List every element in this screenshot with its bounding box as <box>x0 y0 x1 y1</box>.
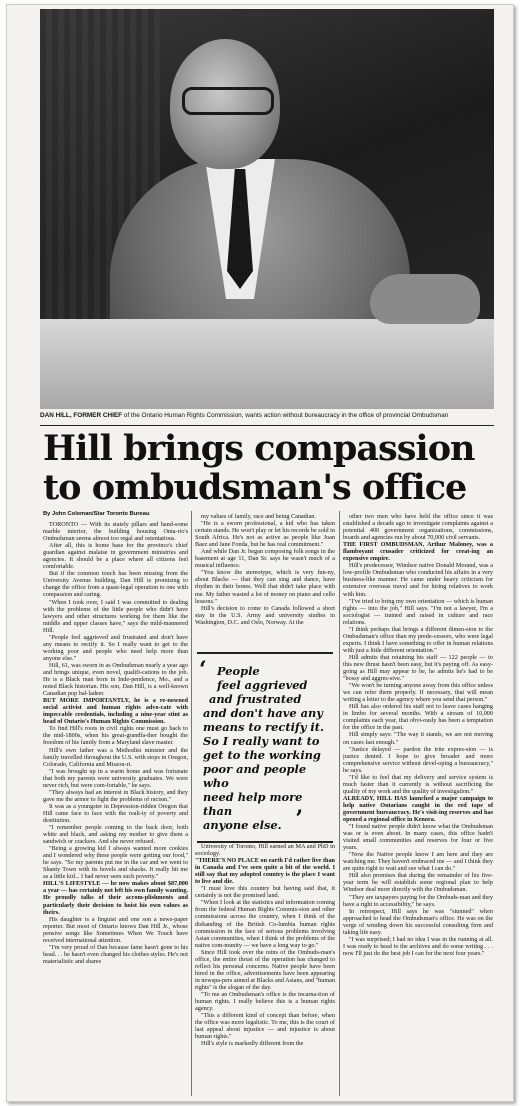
article-paragraph: Hill's style is markedly different from the <box>201 1040 304 1048</box>
photo-caption <box>40 412 494 420</box>
article-paragraph: "They always had an interest in Black history, and they gave me the armor to fight the problems of racism." <box>43 788 188 803</box>
article-paragraph: Hill's own father was a Methodist minister and the family travelled throughout the U.S. with stops in Oregon, Colorado, California and Missou-ri. <box>43 746 188 768</box>
close-quote-mark: ’ <box>295 806 303 832</box>
article-paragraph: Hill, 61, was sworn in as Ombudsman nearly a year ago and brings unique, even novel, qualifi-cations to the job. He is a Black man born in Inde-pendence, Mo., and a noted Black historian. His son, Dan Hill, is a well-known Canadian pop bal-ladeer. <box>43 661 188 698</box>
headline-line-1: Hill brings compassion <box>43 428 475 469</box>
pull-quote-line: and frustrated <box>209 692 302 706</box>
pull-quote-line: and don't have any <box>203 706 323 720</box>
caption-text: of the Ontario Human Rights Commission, wants action without bureaucracy in the office of provincial Ombudsman <box>122 412 449 419</box>
article-paragraph: "You know the stereotype, which is very fun-ny, about Blacks — that they can sing and dance, have rhythm in their bones. Well that didn't take place with me. My father wasted a lot of money on piano and cello lessons." <box>195 569 335 605</box>
pull-quote-line: So I really want to <box>203 734 320 748</box>
article-paragraph: TORONTO — With its stately pillars and hand-some marble interior, the building housing Onta-rio's Ombudsman seems almost too regal and ostentatious. <box>43 521 188 543</box>
article-paragraph: "I think perhaps that brings a different dimen-sion to the Ombudsman's office than my prede-cessors, who were legal experts. I think I have something to offer in human relations with just a little different orientation." <box>343 625 493 654</box>
article-column-2-top <box>195 513 335 647</box>
article-paragraph: After all, this is home base for the province's chief guardian against malaise in government ministries and agencies. It should be a place where all citizens feel comfortable. <box>43 542 188 571</box>
article-paragraph: Hill also promises that during the remainder of his five-year term he will establish some regional plan to help Windsor deal more directly with the Ombudsman. <box>343 872 493 894</box>
article-paragraph: THE FIRST OMBUDSMAN, Arthur Maloney, was a flamboyant crusader criticized for creat-ing an expensive empire. <box>343 541 493 563</box>
pull-quote-text <box>203 664 331 832</box>
article-paragraph: "Being a growing kid I always wanted more cookies and I wondered why these people were getting our food," he says. "So my parents put me in the car and we went to Shanty Town with its hovels and shacks. It really hit me as a little kid... I had never seen such poverty." <box>43 845 188 881</box>
pull-quote-line: get to the working <box>203 748 321 762</box>
pull-quote-line: need help more than <box>203 790 303 818</box>
article-column-1 <box>43 521 188 1096</box>
pull-quote-line: People <box>217 664 260 678</box>
pull-quote-line: anyone else. <box>203 818 282 832</box>
article-paragraph: University of Toronto, Hill earned an MA and PhD in sociology. <box>195 843 335 858</box>
article-paragraph: "People feel aggrieved and frustrated and don't have any means to rectify it. So I really want to get to the working poor and people who need help more than anyone else." <box>43 633 188 662</box>
article-paragraph: "I must love this country but having said that, it certainly is not the promised land. <box>195 885 335 900</box>
pull-quote-line: poor and people who <box>203 762 307 790</box>
portrait-photo <box>40 9 494 409</box>
article-paragraph: "They are taxpayers paying for the Ombuds-man and they have a right to accessibility," he says. <box>343 893 493 908</box>
article-paragraph: But if the common touch has been missing from the University Avenue building, Dan Hill is promising to change the office from a quasi-legal operation to one with compassion and caring. <box>43 570 188 599</box>
open-quote-mark: ‘ <box>199 657 207 683</box>
article-paragraph: It was as a youngster in Depression-ridden Oregon that Hill came face to face with the reali-ty of poverty and destitution. <box>43 802 188 824</box>
column-divider <box>191 511 192 1096</box>
article-paragraph: "Justice delayed — pardon the trite expres-sion — is justice denied. I hope to give broader and more comprehensive service without devel-oping a bureaucracy," he says. <box>343 745 493 774</box>
newspaper-clipping <box>6 4 514 1102</box>
article-column-2-bottom <box>195 843 335 1096</box>
column-divider <box>339 511 340 1096</box>
article-paragraph: Hill's predecessor, Windsor native Donald Morand, was a low-profile Ombudsman who conducted his affairs in a very business-like manner. He came under heavy criticism for extensive overseas travel and for hiring relatives to work with him. <box>343 562 493 598</box>
article-paragraph: "I'm very proud of Dan because fame hasn't gone to his head. . . he hasn't even changed his clothes styles. He's not materialistic and shares <box>43 943 188 965</box>
pull-quote-line: feel aggrieved <box>217 678 308 692</box>
article-paragraph: Hill admits that retaining his staff — 122 people — to this new thrust hasn't been easy, but it's paying off. As easy-going as Hill may appear to be, he admits he's had to be "bossy and aggres-sive." <box>343 653 493 683</box>
article-paragraph: "I was brought up in a warm home and was fortunate that both my parents were university graduates. We were never rich, but were com-fortable," he says. <box>43 767 188 789</box>
headline <box>43 429 495 507</box>
article-paragraph: "To me an Ombudsman's office is the incarna-tion of human rights. I really believe this is a human rights agency. <box>195 990 335 1013</box>
article-paragraph: "When I look at the statistics and information coming from the federal Human Rights Commis-sion and other commissions across the country, when I think of the disbanding of the British Co-lumbia human rights commission in the face of serious problems involving Asian communities, when I think of the problems of the native com-munity — we have a long way to go." <box>195 899 335 949</box>
pull-quote-line: means to rectify it. <box>203 720 324 734</box>
article-column-3 <box>343 513 493 1096</box>
article-paragraph: "He is a sworn professional, a kid who has taken certain stands. He won't play or let his records be sold in South Africa. He's not as active as people like Joan Baez and Jane Fonda, but he has real commitment." <box>195 520 335 549</box>
article-paragraph: To find Hill's roots in civil rights one must go back to the mid-1800s, when his great-grandfa-ther bought the freedom of his family from a Maryland slave master. <box>43 725 188 747</box>
article-paragraph: "THERE'S NO PLACE on earth I'd rather live than in Canada and I've seen quite a bit of the world. I still say that my adopted country is the place I want to live and die. <box>195 857 335 886</box>
article-paragraph: In retrospect, Hill says he was "stunned" when approached to head the Ombudsman's office. He was on the verge of winding down his successful consulting firm and taking life easy. <box>343 907 493 936</box>
article-paragraph: "Now the Native people know I am here and they are watching me. They haven't embraced me — and I think they are quite right to wait and see what I can do." <box>343 851 493 873</box>
article-paragraph: Hill's decision to come to Canada followed a short stay in the U.S. Army and university studies in Washington, D.C. and Oslo, Norway. At the <box>195 604 335 626</box>
article-paragraph: "I was surprised; I had no idea I was in the running at all. I was ready to head to the archives and do some writing . . . now I'll just do the best job I can for the next four years." <box>343 935 493 957</box>
article-paragraph: His daughter is a linguist and one son a news-paper reporter. But most of Ontario knows Dan Hill Jr., whose pensive songs like Sometimes When We Touch have received international attention. <box>43 915 188 944</box>
divider <box>40 425 494 426</box>
article-paragraph: And while Dan Jr. began composing folk songs in the basement at age 11, Dan Sr. says he wasn't much of a musical influence. <box>195 548 335 570</box>
article-paragraph: "I remember people coming to the back door, both white and black, and asking my mother to give them a sandwich or crackers. And she never refused. <box>43 824 188 846</box>
article-paragraph: "When I took over, I said I was committed to dealing with the problems of the little people who didn't have lawyers and other structures working for them like the middle and upper classes have," says the mild-mannered Hill. <box>43 598 188 634</box>
article-paragraph: HILL'S LIFESTYLE — he now makes about $87,000 a year — has certainly not left his own family wanting. He proudly talks of their accom-plishments and particularly their decision to hoist his own values as theirs. <box>43 880 188 916</box>
article-paragraph: "I've tried to bring my own orientation — which is human rights — into the job," Hill says. "I'm not a lawyer, I'm a sociologist — trained and raised in culture and race relations. <box>343 597 493 626</box>
article-paragraph: other two men who have held the office since it was established a decade ago to investigate complaints against a potential 400 government organizations, commissions, boards and agencies run by about 70,000 civil servants. <box>343 513 493 542</box>
article-paragraph: "This a different kind of concept than before, when the office was more legalistic. To me, this is the court of last appeal about injustice — and injustice is about human rights." <box>195 1012 335 1041</box>
article-paragraph: ALREADY, HILL HAS launched a major campaign to help native Ontarians caught in the red tape of government bureaucracy. He's visit-ing reserves and has opened a regional office in Kenora. <box>343 794 493 824</box>
article-paragraph: "I'd like to feel that my delivery and service system is much faster than it currently is without sacrificing the quality of my work and the quality of investigation." <box>343 773 493 795</box>
article-paragraph: "We won't be turning anyone away from this office unless we can refer them properly. If necessary, that will mean writing a letter to the agency where you send that person." <box>343 682 493 704</box>
article-paragraph: Since Hill took over the reins of the Ombuds-man's office, the entire thrust of the operation has changed to reflect his personal concerns. Native people have been hired in the office, advertisements have been appearing in newspa-pers aimed at Blacks and Asians, and "human rights" is the slogan of the day. <box>195 948 335 991</box>
caption-lead: DAN HILL, FORMER CHIEF <box>40 412 123 419</box>
article-paragraph: Hill has also ordered his staff not to leave cases hanging in limbo for several months. With a stream of 10,000 complaints each year, that obvi-ously has been a temptation for the office in the past. <box>343 703 493 732</box>
article-paragraph: my values of family, race and being Canadian. <box>201 513 316 520</box>
article-paragraph: "I found native people didn't know what the Ombudsman was or is even about. In many cases, this office hadn't visited small communities and reserves for four or five years. <box>343 823 493 852</box>
pull-quote <box>197 652 333 843</box>
headline-line-2: to ombudsman's office <box>43 467 467 508</box>
byline: By John Coleman/Star Toronto Bureau <box>43 511 150 517</box>
article-paragraph: BUT MORE IMPORTANTLY, he is a re-nowned social activist and human rights advo-cate with impeccable credentials, including a nine-year stint as head of Ontario's Human Rights Commission. <box>43 697 188 726</box>
article-paragraph: Hill simply says: "The way it stands, we are not moving on cases fast enough." <box>343 731 493 746</box>
